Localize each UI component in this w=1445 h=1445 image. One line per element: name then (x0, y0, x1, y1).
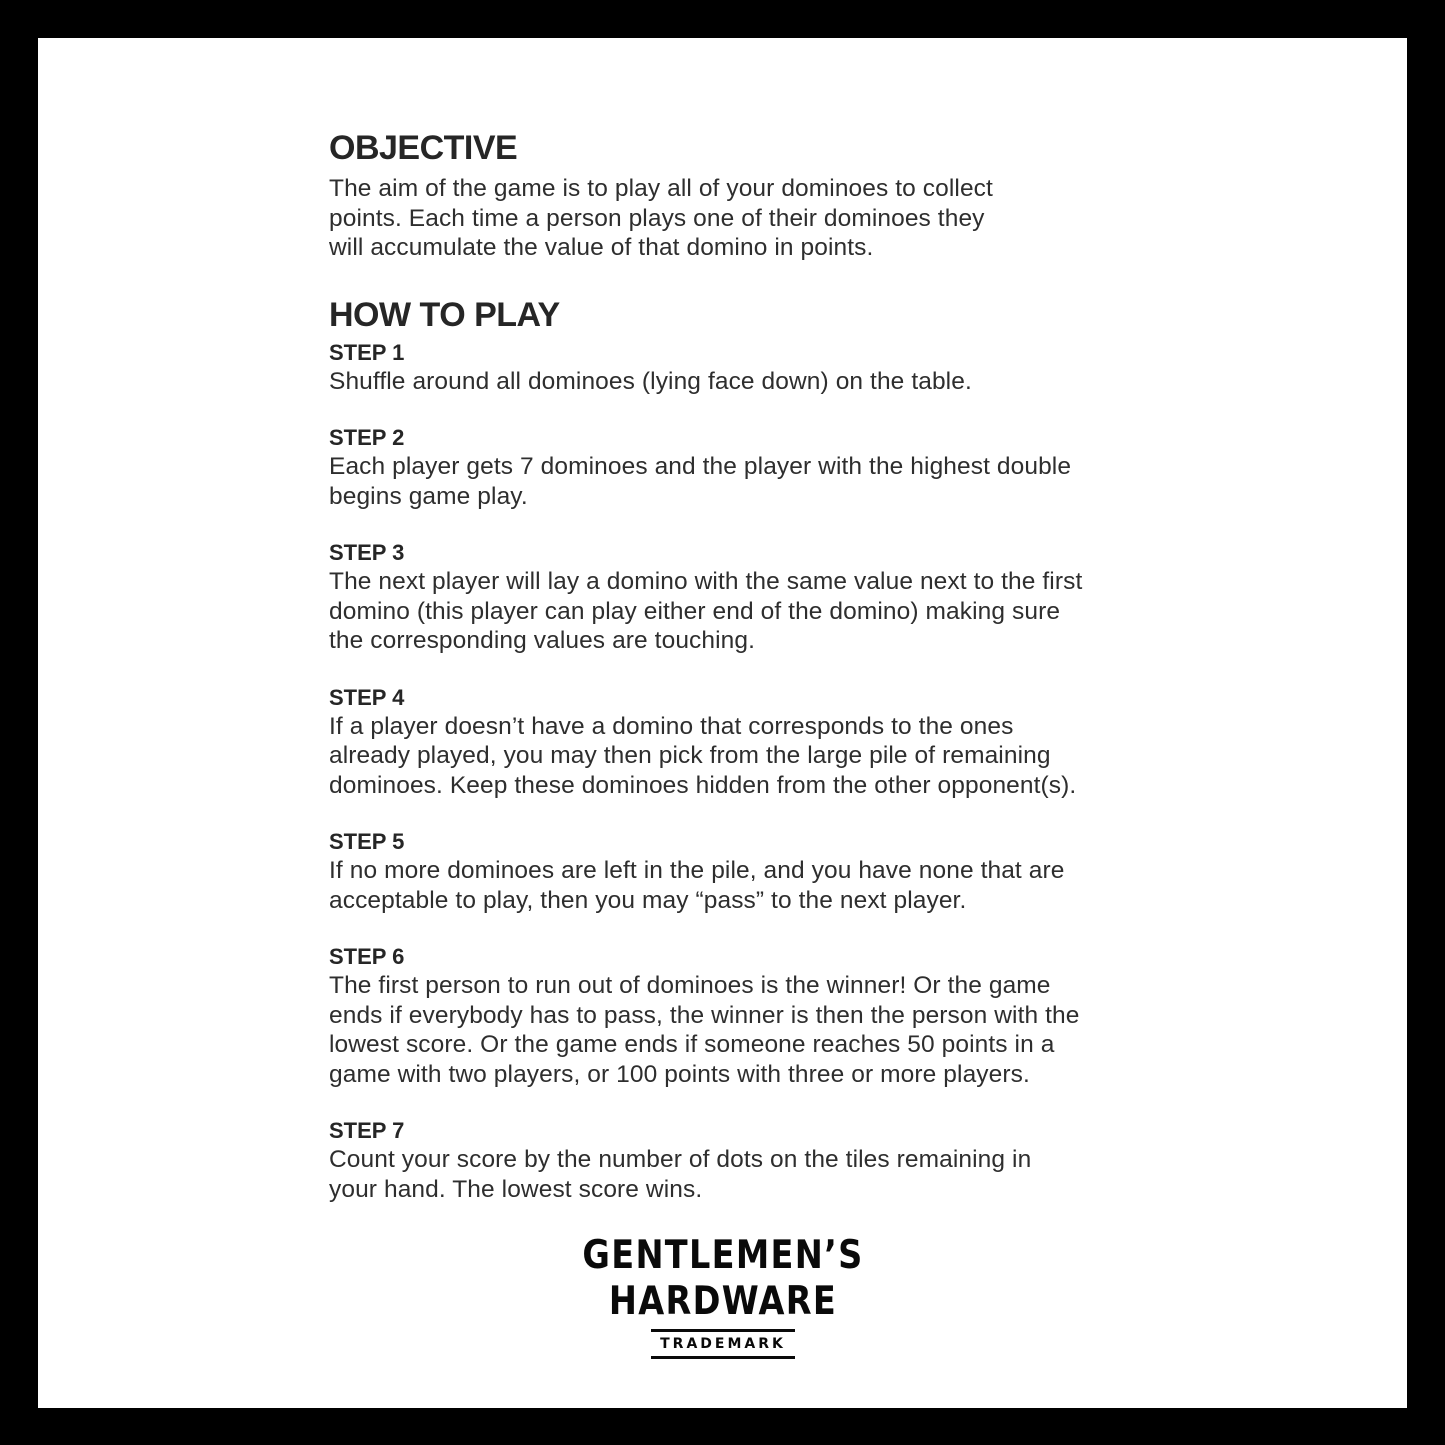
step-text-line: already played, you may then pick from the large pile of remaining (329, 742, 1051, 769)
step-text-line: the corresponding values are touching. (329, 627, 756, 654)
logo-line-1: GENTLEMEN’S (582, 1233, 864, 1278)
step-text-line: If no more dominoes are left in the pile, and you have none that are (329, 857, 1065, 884)
step-label: STEP 5 (329, 829, 405, 854)
step-text-line: Count your score by the number of dots on the tiles remaining in (329, 1146, 1032, 1173)
step-text-line: ends if everybody has to pass, the winner is then the person with the (329, 1001, 1080, 1029)
step-text-line: The first person to run out of dominoes is the winner! Or the game (329, 972, 1051, 999)
objective-line: The aim of the game is to play all of your dominoes to collect (329, 175, 993, 202)
instruction-sheet (38, 38, 1407, 1408)
step-3 (329, 539, 1209, 656)
step-text-line: acceptable to play, then you may “pass” to the next player. (329, 886, 967, 914)
step-label: STEP 3 (329, 540, 405, 565)
step-text-line: Each player gets 7 dominoes and the player with the highest double (329, 453, 1072, 480)
step-text-line: domino (this player can play either end of the domino) making sure (329, 597, 1061, 625)
step-text-line: dominoes. Keep these dominoes hidden from the other opponent(s). (329, 771, 1077, 799)
logo-divider (651, 1329, 795, 1332)
how-to-play-heading: HOW TO PLAY (329, 295, 560, 334)
step-4 (329, 684, 1209, 801)
step-2 (329, 424, 1209, 511)
logo-underline (651, 1356, 795, 1359)
step-7 (329, 1117, 1209, 1204)
instructions-content (329, 128, 1209, 1204)
step-label: STEP 4 (329, 684, 405, 710)
step-6 (329, 943, 1209, 1089)
step-text-line: lowest score. Or the game ends if someone reaches 50 points in a (329, 1031, 1055, 1058)
step-label: STEP 6 (329, 944, 405, 969)
step-label: STEP 7 (329, 1118, 405, 1143)
brand-logo (558, 1233, 888, 1359)
objective-line: will accumulate the value of that domino in points. (329, 234, 874, 261)
objective-line: points. Each time a person plays one of their dominoes they (329, 204, 985, 232)
steps-list (329, 339, 1209, 1205)
step-text-line: begins game play. (329, 482, 528, 510)
step-text-line: If a player doesn’t have a domino that corresponds to the ones (329, 712, 1014, 740)
logo-line-2: HARDWARE (608, 1279, 838, 1324)
step-text-line: Shuffle around all dominoes (lying face down) on the table. (329, 367, 972, 395)
step-text-line: game with two players, or 100 points with three or more players. (329, 1060, 1030, 1088)
step-label: STEP 2 (329, 425, 405, 450)
step-1 (329, 339, 1209, 397)
step-label: STEP 1 (329, 339, 405, 365)
objective-heading: OBJECTIVE (329, 129, 518, 167)
logo-trademark: TRADEMARK (660, 1336, 786, 1352)
step-text-line: The next player will lay a domino with the same value next to the first (329, 568, 1083, 595)
step-5 (329, 828, 1209, 915)
step-text-line: your hand. The lowest score wins. (329, 1175, 703, 1203)
objective-text (329, 174, 1209, 263)
